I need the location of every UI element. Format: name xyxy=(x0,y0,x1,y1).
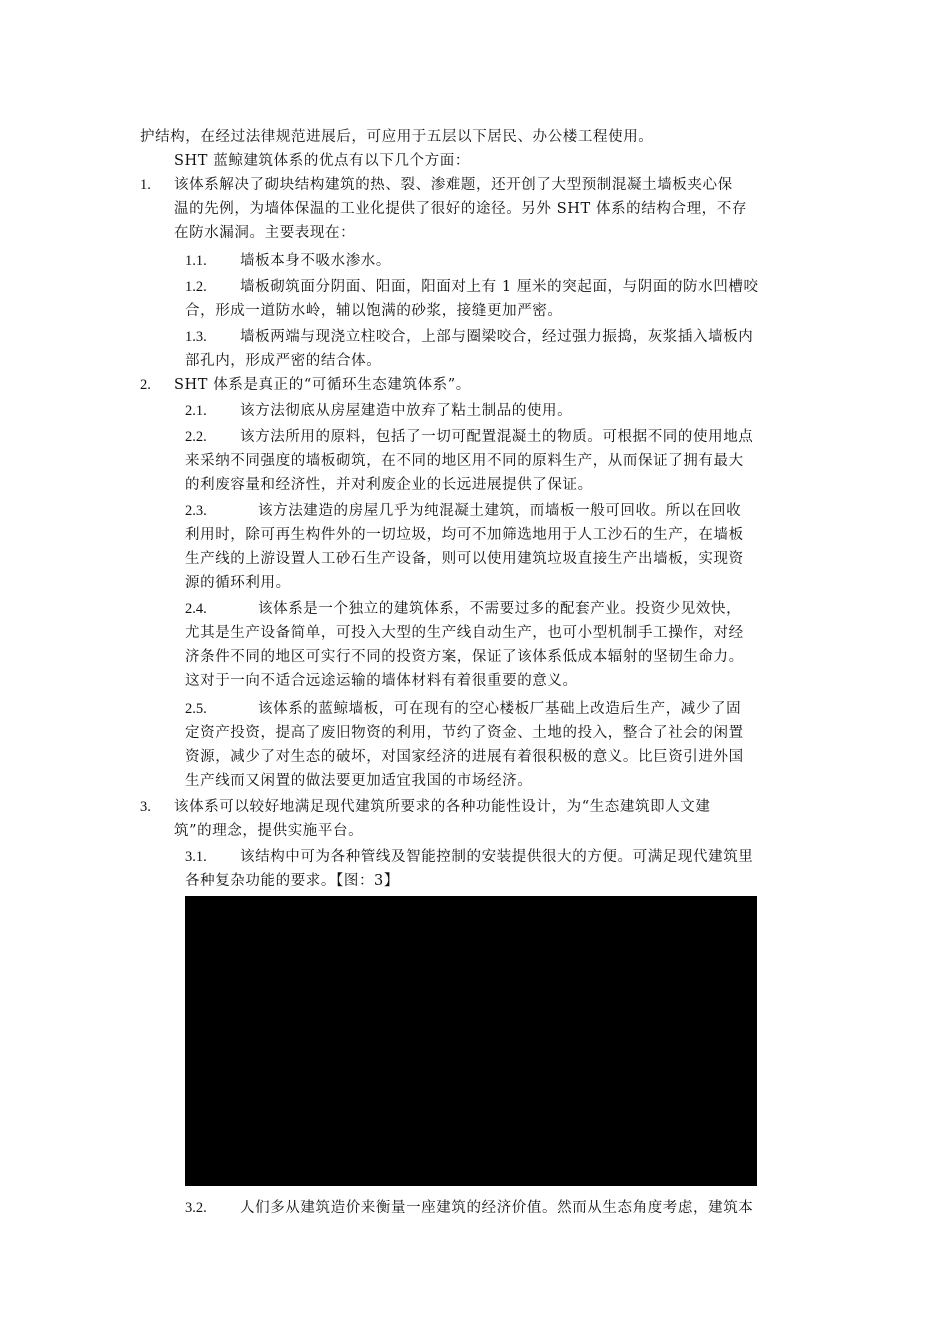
sub-list-line: 该结构中可为各种管线及智能控制的安装提供很大的方便。可满足现代建筑里 xyxy=(240,849,754,865)
paragraph-line: SHT 蓝鲸建筑体系的优点有以下几个方面： xyxy=(174,153,470,169)
sub-list-line: 的利废容量和经济性，并对利废企业的长远进展提供了保证。 xyxy=(185,477,593,493)
sub-list-line: 来采纳不同强度的墙板砌筑，在不同的地区用不同的原料生产，从而保证了拥有最大 xyxy=(185,453,744,469)
list-number: 2. xyxy=(140,377,151,393)
sub-list-line: 该方法彻底从房屋建造中放弃了粘土制品的使用。 xyxy=(240,403,573,419)
sub-list-line: 各种复杂功能的要求。【图：3】 xyxy=(185,873,399,889)
sub-list-line: 该方法建造的房屋几乎为纯混凝土建筑，而墙板一般可回收。所以在回收 xyxy=(258,503,742,519)
sub-list-line: 合，形成一道防水岭，辅以饱满的砂浆，接缝更加严密。 xyxy=(185,303,563,319)
sub-list-line: 该体系的蓝鲸墙板，可在现有的空心楼板厂基础上改造后生产，减少了固 xyxy=(258,701,742,717)
sub-list-number: 3.2. xyxy=(185,1200,207,1216)
sub-list-line: 尤其是生产设备简单，可投入大型的生产线自动生产，也可小型机制手工操作，对经 xyxy=(185,625,744,641)
sub-list-line: 该方法所用的原料，包括了一切可配置混凝土的物质。可根据不同的使用地点 xyxy=(240,429,754,445)
list-item-line: SHT 体系是真正的“可循环生态建筑体系”。 xyxy=(174,377,471,393)
list-number: 3. xyxy=(140,799,151,815)
list-item-line: 该体系解决了砌块结构建筑的热、裂、渗难题，还开创了大型预制混凝土墙板夹心保 xyxy=(174,177,733,193)
sub-list-number: 2.4. xyxy=(185,601,207,617)
sub-list-number: 3.1. xyxy=(185,849,207,865)
sub-list-line: 济条件不同的地区可实行不同的投资方案，保证了该体系低成本辐射的坚韧生命力。 xyxy=(185,649,744,665)
sub-list-number: 2.1. xyxy=(185,403,207,419)
paragraph-line: 护结构，在经过法律规范进展后，可应用于五层以下居民、办公楼工程使用。 xyxy=(140,129,654,145)
sub-list-line: 生产线而又闲置的做法要更加适宜我国的市场经济。 xyxy=(185,773,533,789)
list-item-line: 筑”的理念，提供实施平台。 xyxy=(174,823,364,839)
sub-list-line: 生产线的上游设置人工砂石生产设备，则可以使用建筑垃圾直接生产出墙板，实现资 xyxy=(185,551,744,567)
sub-list-number: 1.2. xyxy=(185,279,207,295)
sub-list-line: 墙板本身不吸水渗水。 xyxy=(240,253,391,269)
list-item-line: 温的先例，为墙体保温的工业化提供了很好的途径。另外 SHT 体系的结构合理，不存 xyxy=(174,201,747,217)
figure-image xyxy=(185,896,757,1186)
sub-list-line: 定资产投资，提高了废旧物资的利用，节约了资金、土地的投入，整合了社会的闲置 xyxy=(185,725,744,741)
sub-list-number: 1.1. xyxy=(185,253,207,269)
sub-list-line: 人们多从建筑造价来衡量一座建筑的经济价值。然而从生态角度考虑，建筑本 xyxy=(240,1200,754,1216)
list-item-line: 该体系可以较好地满足现代建筑所要求的各种功能性设计，为“生态建筑即人文建 xyxy=(174,799,711,815)
sub-list-number: 1.3. xyxy=(185,329,207,345)
sub-list-number: 2.5. xyxy=(185,701,207,717)
sub-list-line: 利用时，除可再生构件外的一切垃圾，均可不加筛选地用于人工沙石的生产，在墙板 xyxy=(185,527,744,543)
list-number: 1. xyxy=(140,177,151,193)
sub-list-line: 资源，减少了对生态的破坏，对国家经济的进展有着很积极的意义。比巨资引进外国 xyxy=(185,749,744,765)
sub-list-number: 2.3. xyxy=(185,503,207,519)
sub-list-line: 部孔内，形成严密的结合体。 xyxy=(185,353,382,369)
sub-list-line: 墙板两端与现浇立柱咬合，上部与圈梁咬合，经过强力振捣，灰浆插入墙板内 xyxy=(240,329,754,345)
sub-list-line: 源的循环利用。 xyxy=(185,575,291,591)
sub-list-line: 这对于一向不适合远途运输的墙体材料有着很重要的意义。 xyxy=(185,673,578,689)
sub-list-line: 墙板砌筑面分阴面、阳面，阳面对上有 1 厘米的突起面，与阴面的防水凹槽咬 xyxy=(240,279,759,295)
sub-list-number: 2.2. xyxy=(185,429,207,445)
sub-list-line: 该体系是一个独立的建筑体系，不需要过多的配套产业。投资少见效快， xyxy=(258,601,742,617)
list-item-line: 在防水漏洞。主要表现在： xyxy=(174,225,356,241)
